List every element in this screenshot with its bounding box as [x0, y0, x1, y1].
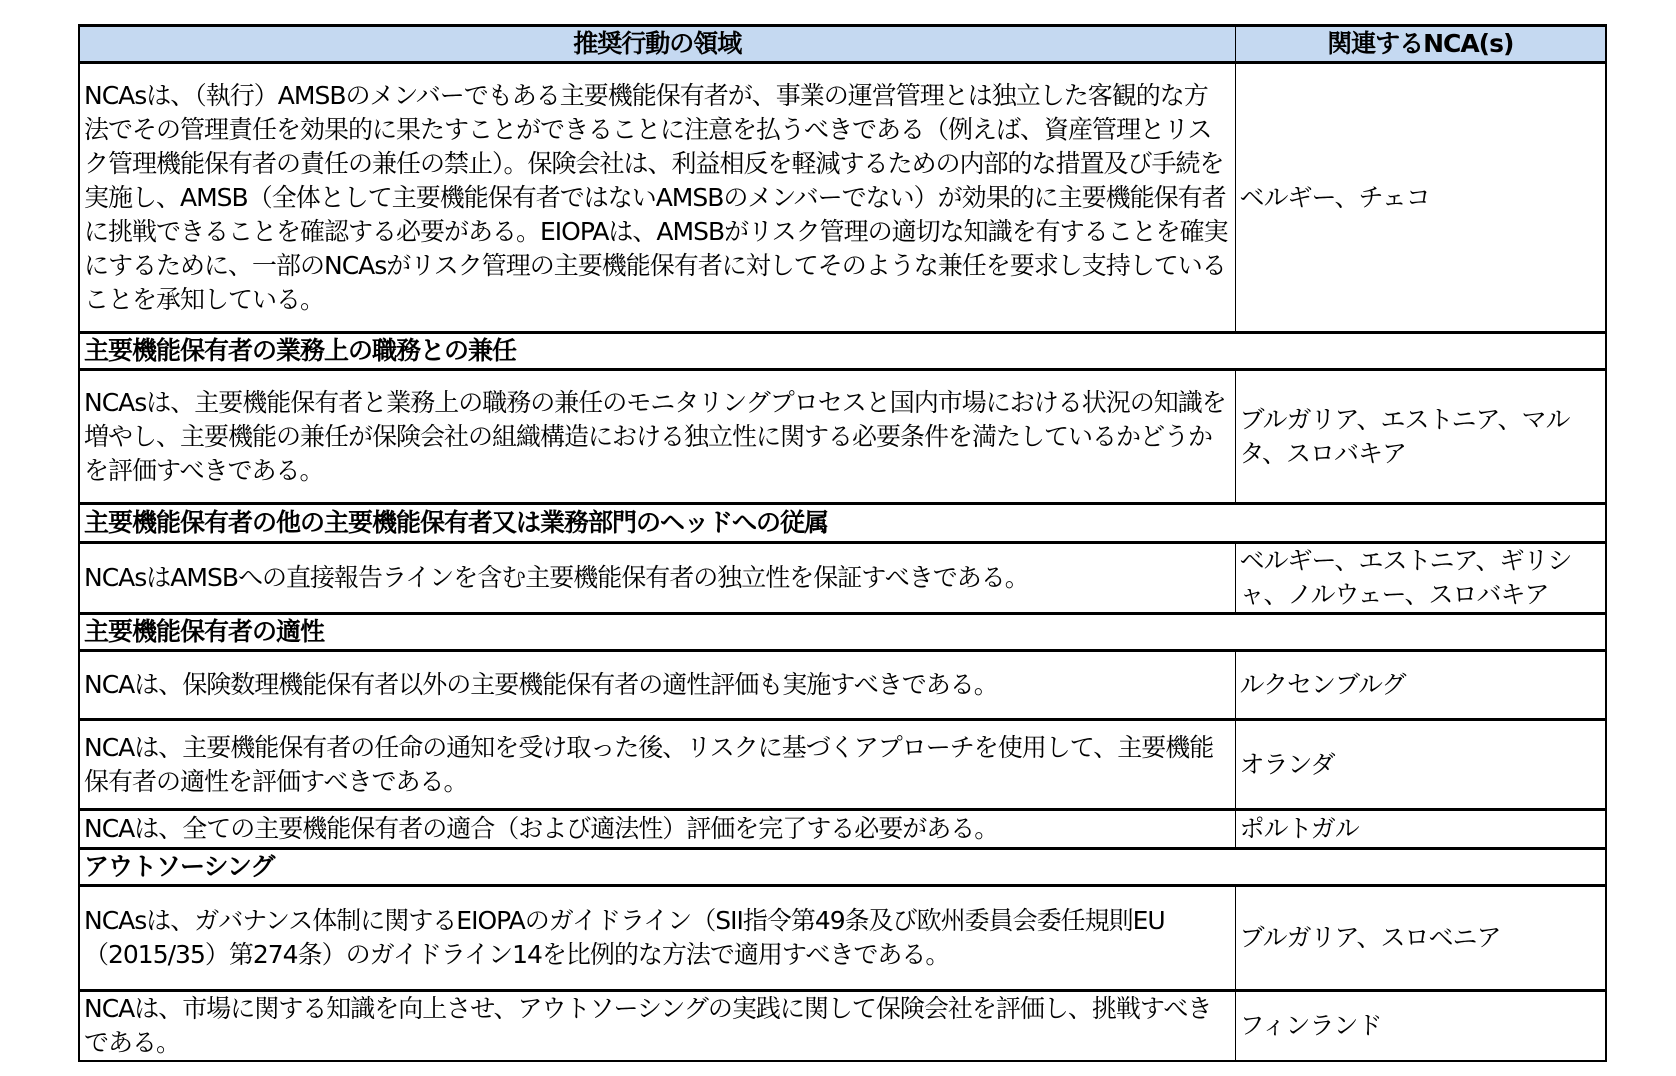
related-ncas: フィンランド [1235, 991, 1606, 1062]
recommended-actions-table [78, 24, 1607, 1062]
table-row [79, 651, 1606, 720]
action-text: NCAは、保険数理機能保有者以外の主要機能保有者の適性評価も実施すべきである。 [79, 651, 1235, 720]
related-ncas: ベルギー、エストニア、ギリシャ、ノルウェー、スロバキア [1235, 543, 1606, 614]
table-row [79, 543, 1606, 614]
table-row [79, 720, 1606, 810]
table-row [79, 370, 1606, 504]
header-area: 推奨行動の領域 [79, 26, 1235, 63]
table-row [79, 810, 1606, 849]
related-ncas: ブルガリア、スロベニア [1235, 886, 1606, 991]
table-row [79, 886, 1606, 991]
table-row [79, 63, 1606, 333]
related-ncas: オランダ [1235, 720, 1606, 810]
action-text: NCAsはAMSBへの直接報告ラインを含む主要機能保有者の独立性を保証すべきである。 [79, 543, 1235, 614]
action-text: NCAは、全ての主要機能保有者の適合（および適法性）評価を完了する必要がある。 [79, 810, 1235, 849]
section-row [79, 849, 1606, 886]
action-text: NCAsは、主要機能保有者と業務上の職務の兼任のモニタリングプロセスと国内市場における状況の知識を増やし、主要機能の兼任が保険会社の組織構造における独立性に関する必要条件を満たしているかどうかを評価すべきである。 [79, 370, 1235, 504]
related-ncas: ルクセンブルグ [1235, 651, 1606, 720]
related-ncas: ポルトガル [1235, 810, 1606, 849]
action-text: NCAsは、（執行）AMSBのメンバーでもある主要機能保有者が、事業の運営管理とは独立した客観的な方法でその管理責任を効果的に果たすことができることに注意を払うべきである（例えば、資産管理とリスク管理機能保有者の責任の兼任の禁止）。保険会社は、利益相反を軽減するための内部的な措置及び手続を実施し、AMSB（全体として主要機能保有者ではないAMSBのメンバーでない）が効果的に主要機能保有者に挑戦できることを確認する必要がある。EIOPAは、AMSBがリスク管理の適切な知識を有することを確実にするために、一部のNCAsがリスク管理の主要機能保有者に対してそのような兼任を要求し支持していることを承知している。 [79, 63, 1235, 333]
table-row [79, 991, 1606, 1062]
section-title: 主要機能保有者の適性 [79, 614, 1606, 651]
section-row [79, 504, 1606, 543]
section-row [79, 333, 1606, 370]
action-text: NCAは、主要機能保有者の任命の通知を受け取った後、リスクに基づくアプローチを使用して、主要機能保有者の適性を評価すべきである。 [79, 720, 1235, 810]
action-text: NCAsは、ガバナンス体制に関するEIOPAのガイドライン（SII指令第49条及び欧州委員会委任規則EU（2015/35）第274条）のガイドライン14を比例的な方法で適用すべきである。 [79, 886, 1235, 991]
section-title: 主要機能保有者の業務上の職務との兼任 [79, 333, 1606, 370]
section-title: 主要機能保有者の他の主要機能保有者又は業務部門のヘッドへの従属 [79, 504, 1606, 543]
section-title: アウトソーシング [79, 849, 1606, 886]
table-header-row [79, 26, 1606, 63]
action-text: NCAは、市場に関する知識を向上させ、アウトソーシングの実践に関して保険会社を評価し、挑戦すべきである。 [79, 991, 1235, 1062]
header-ncas: 関連するNCA(s) [1235, 26, 1606, 63]
section-row [79, 614, 1606, 651]
related-ncas: ベルギー、チェコ [1235, 63, 1606, 333]
related-ncas: ブルガリア、エストニア、マルタ、スロバキア [1235, 370, 1606, 504]
